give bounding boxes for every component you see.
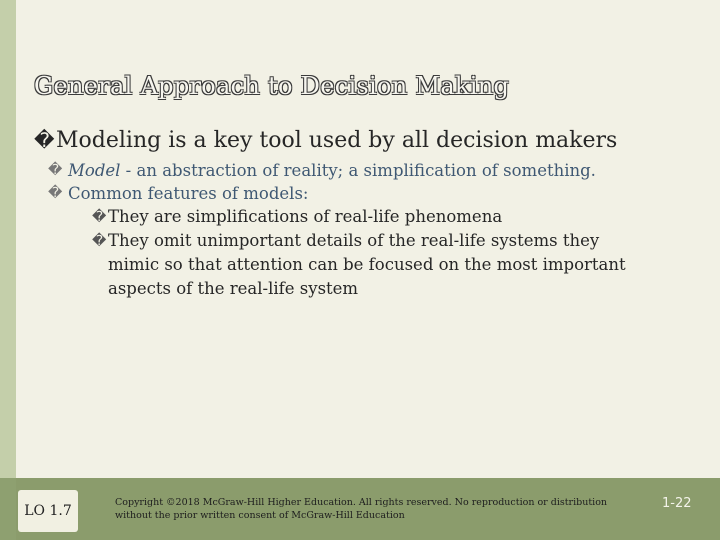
definition-text: - an abstraction of reality; a simplification of something. (120, 161, 596, 180)
bullet-glyph-icon: � (48, 162, 63, 178)
slide-title: General Approach to Decision Making (34, 72, 510, 100)
bullet-level1 (34, 126, 694, 155)
bullet-level2-model (48, 159, 694, 182)
bullet-text: They are simplifications of real-life phenomena (108, 207, 503, 226)
bullet-text: Modeling is a key tool used by all decision makers (56, 128, 618, 153)
bullet-glyph-icon: � (92, 233, 107, 249)
slide-content (34, 126, 694, 301)
bullet-level3-simplifications (92, 205, 694, 229)
bullet-glyph-icon: � (92, 209, 107, 225)
slide-number: 1-22 (662, 496, 692, 511)
bullet-glyph-icon: � (34, 128, 55, 152)
bullet-text: Common features of models: (68, 184, 309, 203)
emphasis-term: Model (68, 161, 121, 180)
bullet-level2-features (48, 182, 694, 205)
copyright-notice: Copyright ©2018 McGraw-Hill Higher Education. All rights reserved. No reproduction or distribution without the prior written consent of McGraw-Hill Education (115, 497, 608, 521)
bullet-text: They omit unimportant details of the real-life systems they mimic so that attention can be focused on the most important aspects of the real-life system (108, 231, 626, 298)
left-accent-band (0, 0, 16, 540)
bullet-level3-omit-details (92, 229, 694, 301)
bullet-text (68, 159, 694, 182)
learning-objective-badge: LO 1.7 (18, 490, 78, 532)
bullet-glyph-icon: � (48, 185, 63, 201)
